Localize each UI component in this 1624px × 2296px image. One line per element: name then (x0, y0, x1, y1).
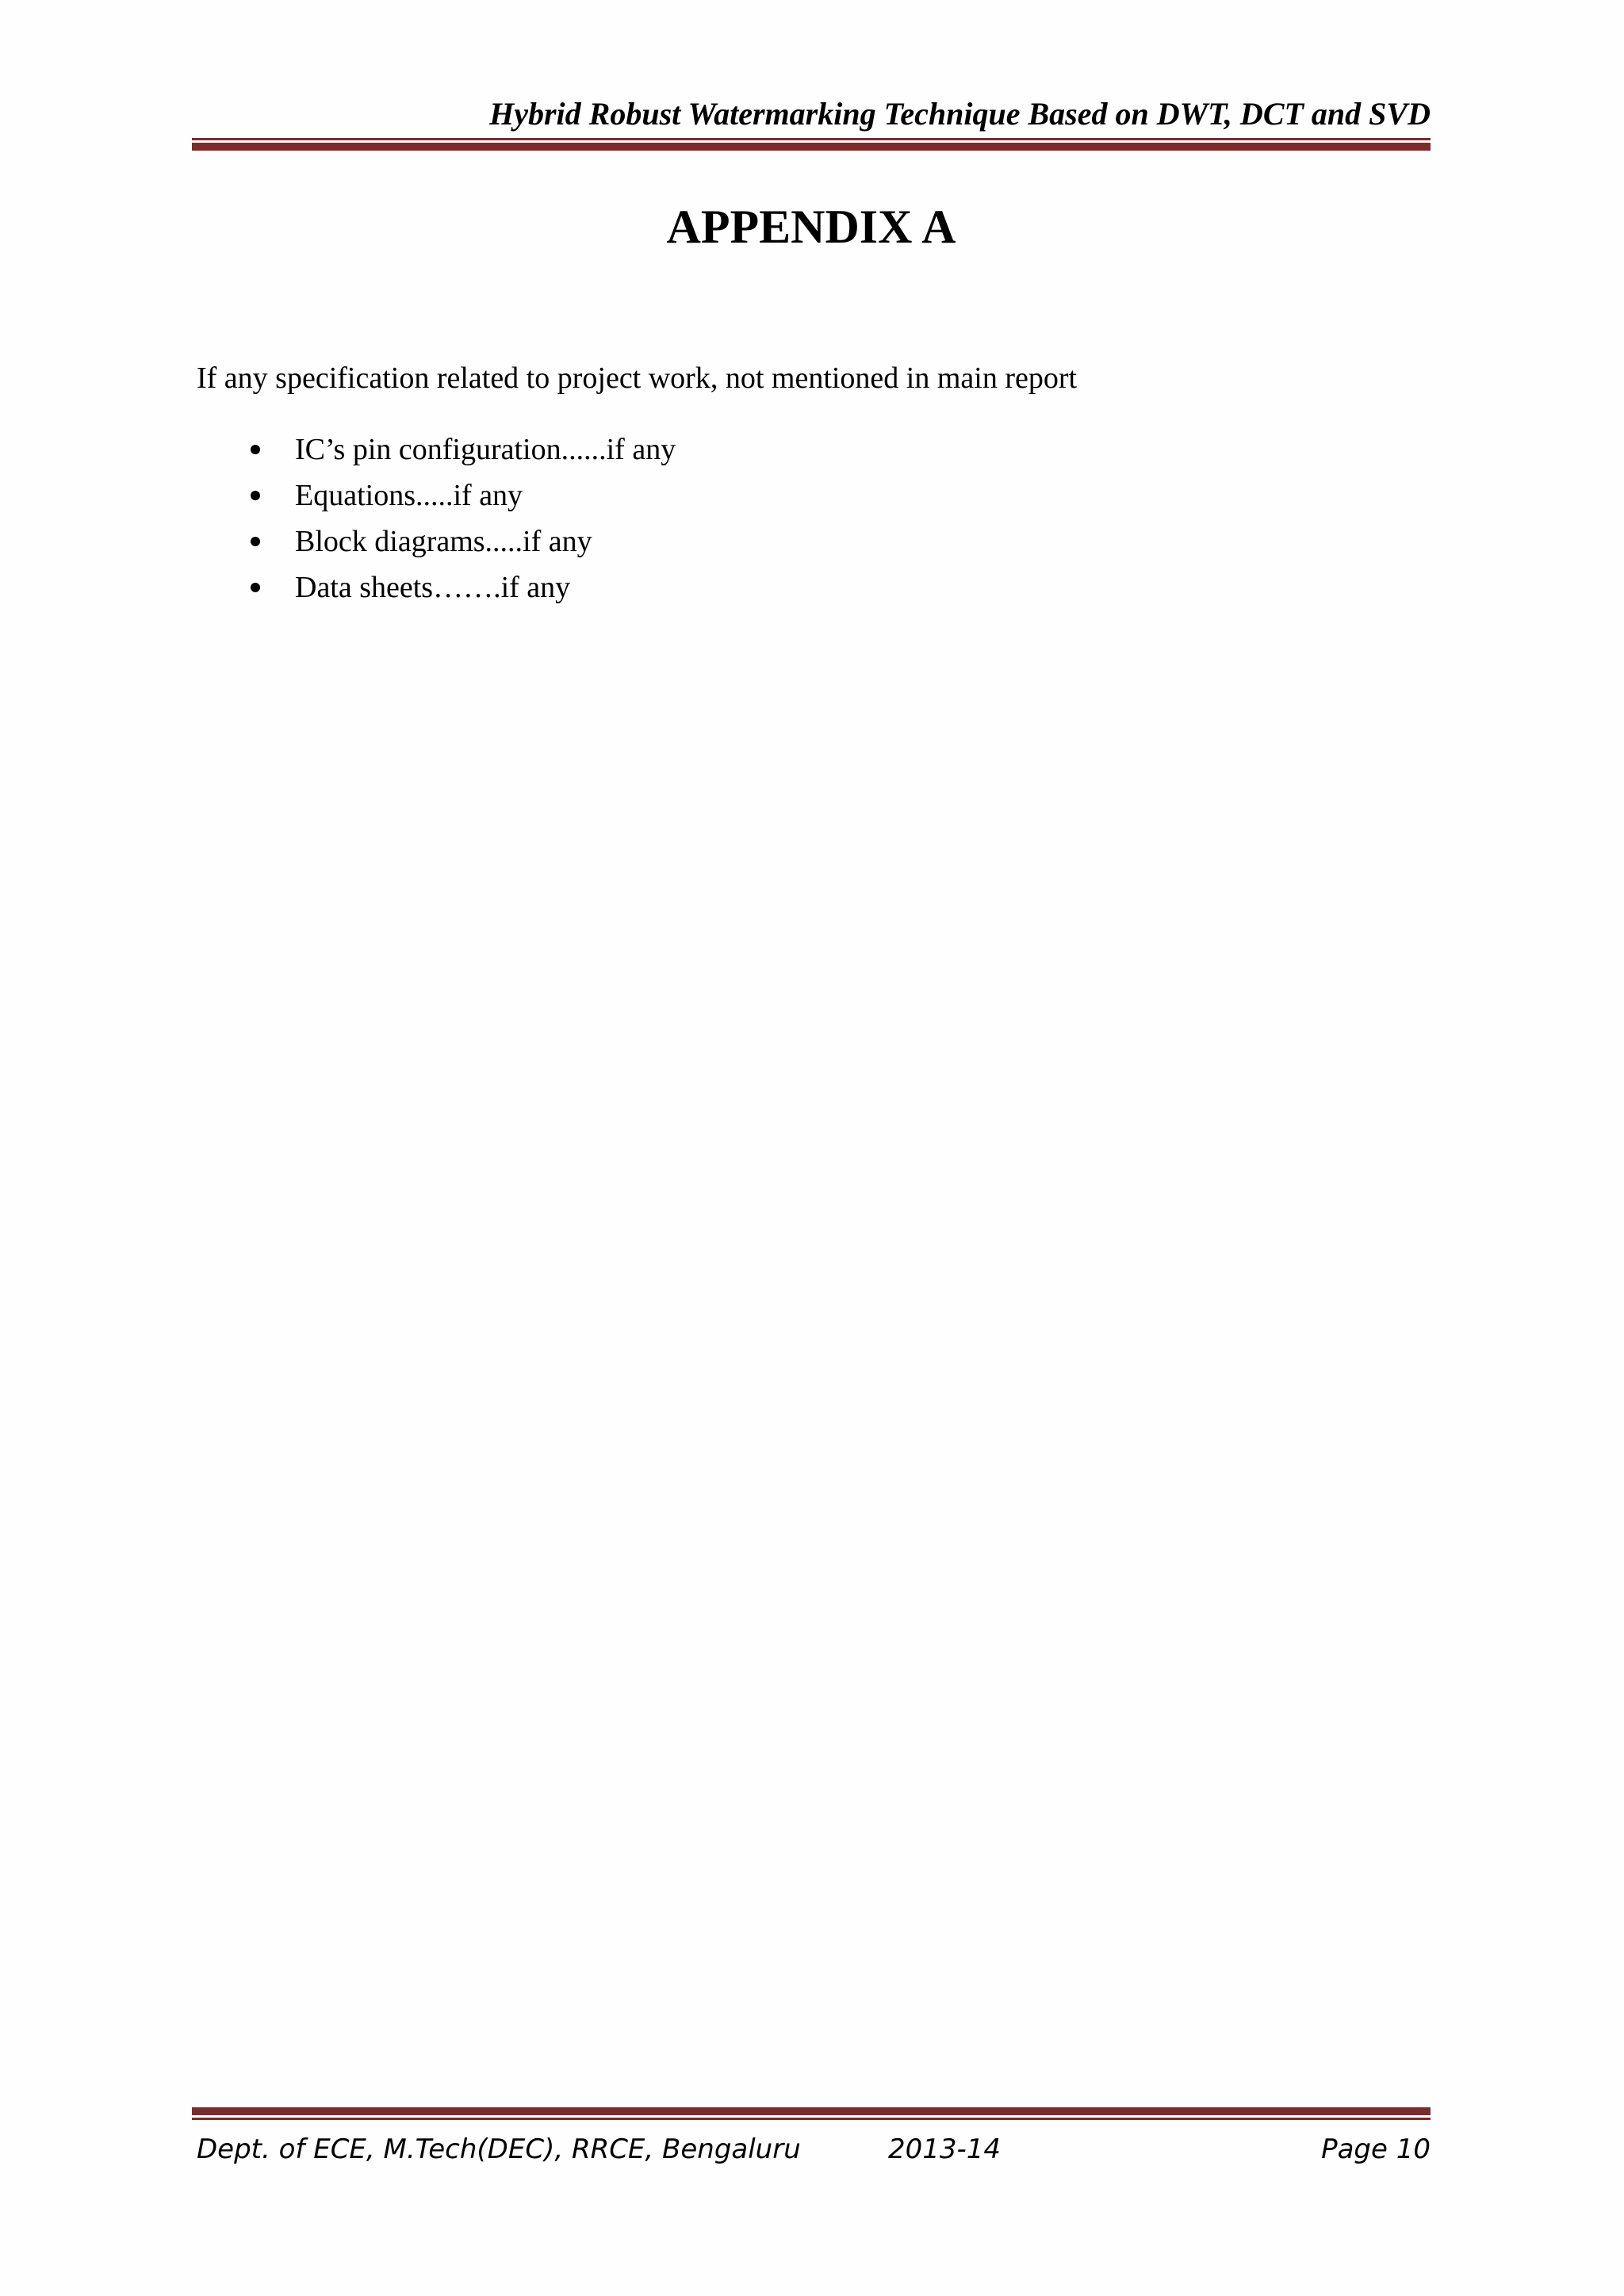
list-item-text: Data sheets…….if any (295, 571, 571, 604)
intro-paragraph: If any specification related to project work, not mentioned in main report (197, 362, 1078, 395)
list-item-text: Equations.....if any (295, 479, 523, 512)
running-header-title: Hybrid Robust Watermarking Technique Based on DWT, DCT and SVD (489, 96, 1431, 132)
bullet-icon (251, 583, 260, 592)
header-rule-thin (192, 138, 1431, 140)
header-rule-thick (192, 143, 1431, 151)
page-footer (197, 2130, 1431, 2169)
bullet-icon (251, 537, 260, 546)
bullet-icon (251, 491, 260, 500)
footer-rule-thin (192, 2118, 1431, 2120)
appendix-heading: APPENDIX A (666, 201, 956, 253)
footer-rule-thick (192, 2107, 1431, 2115)
bullet-icon (251, 445, 260, 454)
footer-page-number: Page 10 (1321, 2133, 1431, 2165)
list-item-text: Block diagrams.....if any (295, 525, 592, 558)
footer-year: 2013-14 (888, 2133, 1002, 2165)
footer-department: Dept. of ECE, M.Tech(DEC), RRCE, Bengaluru (197, 2133, 801, 2165)
list-item-text: IC’s pin configuration......if any (295, 433, 676, 466)
